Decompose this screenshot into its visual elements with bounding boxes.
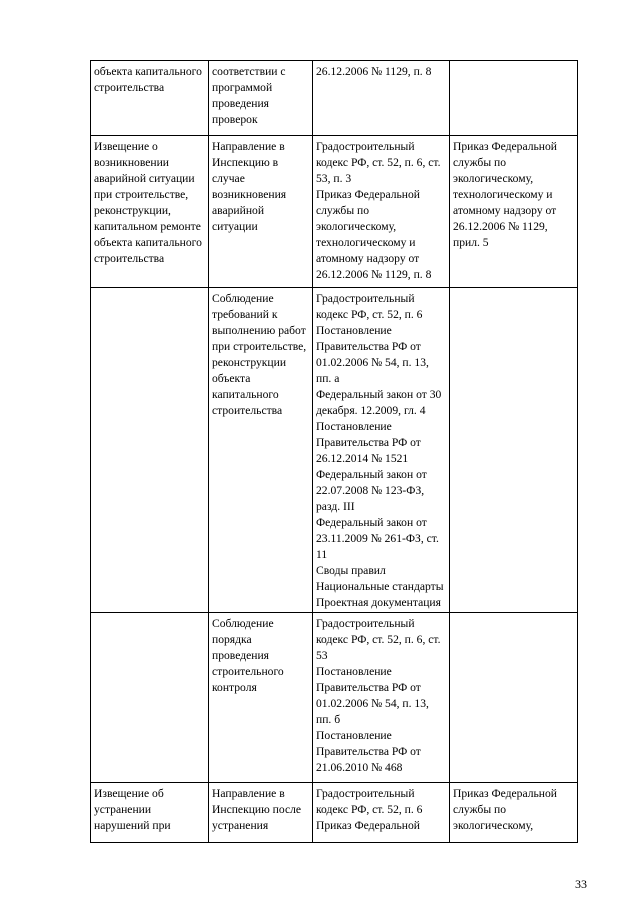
cell-text-line: разд. III: [316, 500, 355, 513]
table-cell-form: [450, 288, 578, 613]
cell-text-line: Постановление: [316, 420, 392, 433]
cell-text-line: ситуации: [212, 220, 258, 233]
table-cell-action: [209, 61, 313, 136]
table-cell-form: [450, 136, 578, 288]
table-cell-event: [91, 288, 209, 613]
cell-text-line: Градостроительный: [316, 617, 415, 630]
cell-text-line: требований к: [212, 308, 278, 321]
table-cell-action: [209, 136, 313, 288]
table-cell-event: [91, 136, 209, 288]
cell-text-line: Градостроительный: [316, 787, 415, 800]
cell-text-line: строительного: [212, 665, 284, 678]
cell-text-line: атомному надзору от: [453, 204, 557, 217]
cell-text-line: проведения: [212, 649, 269, 662]
cell-text-line: реконструкции,: [94, 204, 171, 217]
cell-text-line: Приказ Федеральной: [316, 188, 420, 201]
table-row: [91, 136, 578, 288]
cell-text-line: строительства: [212, 404, 283, 417]
cell-text-line: экологическому,: [316, 220, 397, 233]
cell-text-line: службы по: [316, 204, 370, 217]
cell-text-line: объекта: [212, 372, 251, 385]
table-cell-form: [450, 613, 578, 783]
cell-text-line: службы по: [453, 803, 507, 816]
cell-text-line: проведения: [212, 97, 269, 110]
cell-text-line: 11: [316, 548, 328, 561]
table-cell-form: [450, 61, 578, 136]
table-cell-legal-basis: [313, 61, 450, 136]
cell-text-line: 53, п. 3: [316, 172, 352, 185]
cell-text-line: нарушений при: [94, 819, 171, 832]
table-row: [91, 783, 578, 843]
table-cell-action: [209, 613, 313, 783]
cell-text-line: Инспекцию после: [212, 803, 302, 816]
table-cell-action: [209, 288, 313, 613]
cell-text-line: соответствии с: [212, 65, 286, 78]
cell-text-line: Постановление: [316, 665, 392, 678]
cell-text-line: Инспекцию в: [212, 156, 279, 169]
cell-text-line: объекта капитального: [94, 65, 202, 78]
cell-text-line: 23.11.2009 № 261-ФЗ, ст.: [316, 532, 439, 545]
cell-text-line: 26.12.2006 № 1129, п. 8: [316, 268, 432, 281]
cell-text-line: Извещение о: [94, 140, 158, 153]
cell-text-line: кодекс РФ, ст. 52, п. 6: [316, 803, 423, 816]
cell-text-line: Градостроительный: [316, 292, 415, 305]
regulation-table: [90, 60, 578, 843]
cell-text-line: случае: [212, 172, 245, 185]
cell-text-line: 22.07.2008 № 123-ФЗ,: [316, 484, 425, 497]
cell-text-line: Правительства РФ от: [316, 340, 421, 353]
cell-text-line: пп. а: [316, 372, 340, 385]
cell-text-line: прил. 5: [453, 236, 489, 249]
cell-text-line: возникновения: [212, 188, 287, 201]
table-cell-event: [91, 613, 209, 783]
cell-text-line: кодекс РФ, ст. 52, п. 6, ст.: [316, 633, 441, 646]
cell-text-line: Федеральный закон от 30: [316, 388, 442, 401]
cell-text-line: аварийной: [212, 204, 265, 217]
cell-text-line: Правительства РФ от: [316, 681, 421, 694]
cell-text-line: программой: [212, 81, 273, 94]
cell-text-line: аварийной ситуации: [94, 172, 195, 185]
table-row: [91, 613, 578, 783]
cell-text-line: Постановление: [316, 729, 392, 742]
cell-text-line: 21.06.2010 № 468: [316, 761, 403, 774]
cell-text-line: строительства: [94, 252, 165, 265]
table-cell-legal-basis: [313, 613, 450, 783]
cell-text-line: Соблюдение: [212, 292, 274, 305]
cell-text-line: 53: [316, 649, 328, 662]
cell-text-line: технологическому и: [453, 188, 553, 201]
table-row: [91, 288, 578, 613]
cell-text-line: декабря. 12.2009, гл. 4: [316, 404, 426, 417]
cell-text-line: 01.02.2006 № 54, п. 13,: [316, 356, 429, 369]
cell-text-line: выполнению работ: [212, 324, 306, 337]
cell-text-line: экологическому,: [453, 172, 534, 185]
cell-text-line: устранении: [94, 803, 152, 816]
cell-text-line: Проектная документация: [316, 596, 441, 609]
cell-text-line: объекта капитального: [94, 236, 202, 249]
cell-text-line: Направление в: [212, 787, 285, 800]
table-cell-action: [209, 783, 313, 843]
cell-text-line: Федеральный закон от: [316, 516, 427, 529]
cell-text-line: технологическому и: [316, 236, 416, 249]
cell-text-line: службы по: [453, 156, 507, 169]
cell-text-line: атомному надзору от: [316, 252, 420, 265]
cell-text-line: Градостроительный: [316, 140, 415, 153]
cell-text-line: кодекс РФ, ст. 52, п. 6, ст.: [316, 156, 441, 169]
cell-text-line: возникновении: [94, 156, 169, 169]
cell-text-line: при строительстве,: [94, 188, 189, 201]
cell-text-line: капитального: [212, 388, 279, 401]
cell-text-line: 26.12.2014 № 1521: [316, 452, 409, 465]
cell-text-line: Федеральный закон от: [316, 468, 427, 481]
table-cell-legal-basis: [313, 136, 450, 288]
cell-text-line: Приказ Федеральной: [316, 819, 420, 832]
table-cell-legal-basis: [313, 288, 450, 613]
cell-text-line: Своды правил: [316, 564, 386, 577]
table-cell-form: [450, 783, 578, 843]
cell-text-line: при строительстве,: [212, 340, 307, 353]
table-row: [91, 61, 578, 136]
table-cell-legal-basis: [313, 783, 450, 843]
table-cell-event: [91, 783, 209, 843]
cell-text-line: проверок: [212, 113, 258, 126]
cell-text-line: Извещение об: [94, 787, 164, 800]
cell-text-line: экологическому,: [453, 819, 534, 832]
cell-text-line: 26.12.2006 № 1129,: [453, 220, 548, 233]
cell-text-line: Национальные стандарты: [316, 580, 444, 593]
cell-text-line: контроля: [212, 681, 257, 694]
cell-text-line: 26.12.2006 № 1129, п. 8: [316, 65, 432, 78]
cell-text-line: Правительства РФ от: [316, 745, 421, 758]
cell-text-line: Приказ Федеральной: [453, 140, 557, 153]
cell-text-line: строительства: [94, 81, 165, 94]
cell-text-line: устранения: [212, 819, 269, 832]
cell-text-line: Направление в: [212, 140, 285, 153]
cell-text-line: Приказ Федеральной: [453, 787, 557, 800]
cell-text-line: порядка: [212, 633, 252, 646]
cell-text-line: пп. б: [316, 713, 341, 726]
cell-text-line: Правительства РФ от: [316, 436, 421, 449]
table-cell-event: [91, 61, 209, 136]
cell-text-line: 01.02.2006 № 54, п. 13,: [316, 697, 429, 710]
page-number: 33: [575, 877, 587, 891]
cell-text-line: Соблюдение: [212, 617, 274, 630]
cell-text-line: капитальном ремонте: [94, 220, 201, 233]
cell-text-line: реконструкции: [212, 356, 287, 369]
cell-text-line: кодекс РФ, ст. 52, п. 6: [316, 308, 423, 321]
cell-text-line: Постановление: [316, 324, 392, 337]
